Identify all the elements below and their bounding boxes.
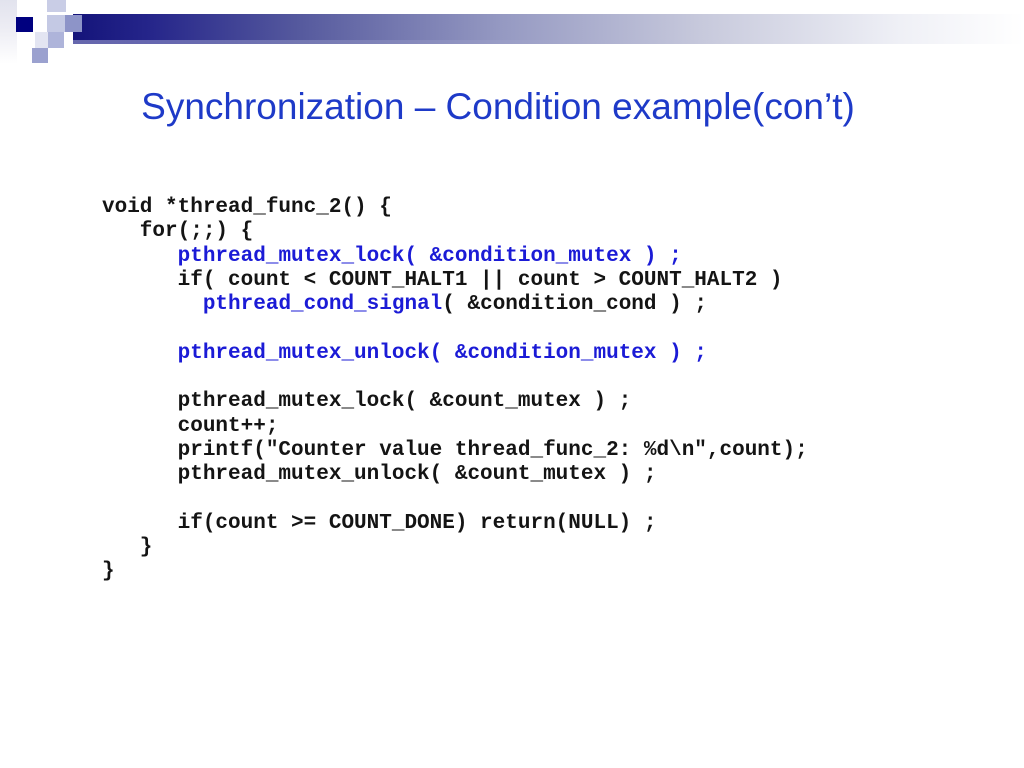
decor-square: [35, 32, 48, 48]
decor-square: [47, 15, 65, 32]
slide-title: Synchronization – Condition example(con’t): [141, 86, 855, 127]
code-text-segment: pthread_mutex_lock( &count_mutex ) ;: [102, 390, 632, 414]
code-line: [102, 415, 808, 439]
code-block: [102, 196, 808, 585]
code-text-segment: printf("Counter value thread_func_2: %d\n",count);: [102, 438, 808, 462]
code-line: [102, 390, 808, 414]
code-line: [102, 439, 808, 463]
code-text-segment: [102, 245, 178, 268]
decor-square: [47, 0, 66, 12]
code-text-segment: if(count >= COUNT_DONE) return(NULL) ;: [102, 511, 657, 535]
decor-square: [48, 32, 64, 48]
code-line: [102, 196, 808, 220]
code-line: [102, 317, 808, 341]
code-highlight-segment: pthread_mutex_lock( &condition_mutex ) ;: [177, 244, 682, 268]
code-line: [102, 488, 808, 512]
code-highlight-segment: pthread_mutex_unlock( &condition_mutex ) ;: [177, 341, 707, 365]
decor-square: [16, 17, 33, 32]
code-line: [102, 293, 808, 317]
code-text-segment: [102, 342, 178, 365]
header-gradient-bar: [73, 14, 1024, 44]
code-text-segment: [102, 293, 203, 316]
code-line: [102, 245, 808, 269]
code-text-segment: }: [102, 536, 153, 560]
code-text-segment: }: [102, 560, 115, 584]
code-text-segment: if( count < COUNT_HALT1 || count > COUNT_HALT2 ): [102, 268, 783, 292]
code-line: [102, 536, 808, 560]
decor-left-strip: [0, 0, 17, 64]
code-line: [102, 342, 808, 366]
code-highlight-segment: pthread_cond_signal: [202, 293, 443, 317]
code-text-segment: pthread_mutex_unlock( &count_mutex ) ;: [102, 463, 657, 487]
decor-square: [65, 15, 82, 32]
code-line: [102, 512, 808, 536]
code-text-segment: for(;;) {: [102, 220, 254, 244]
code-line: [102, 560, 808, 584]
code-text-segment: void *thread_func_2() {: [102, 196, 392, 219]
code-line: [102, 269, 808, 293]
code-text-segment: ( &condition_cond ) ;: [442, 293, 707, 317]
code-text-segment: count++;: [102, 414, 279, 438]
decor-square: [32, 48, 48, 63]
code-line: [102, 463, 808, 487]
code-line: [102, 220, 808, 244]
code-line: [102, 366, 808, 390]
